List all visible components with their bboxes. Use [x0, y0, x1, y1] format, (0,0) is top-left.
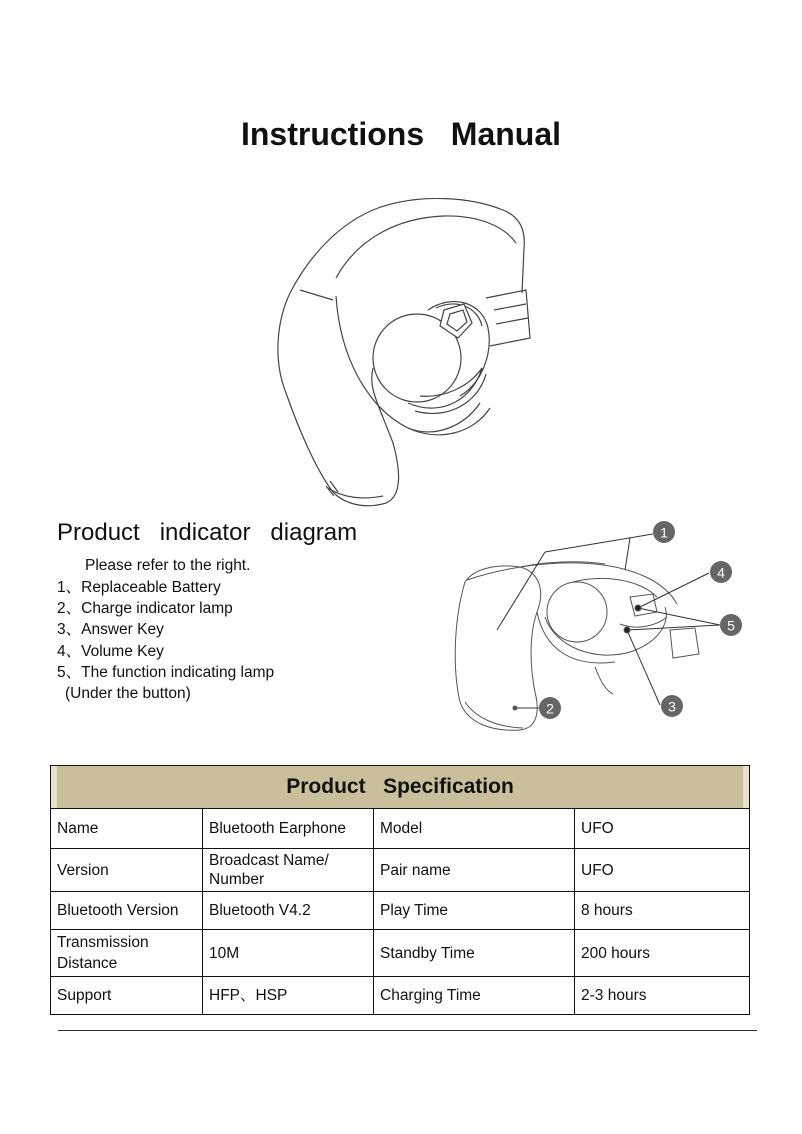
table-row	[51, 809, 750, 849]
svg-text:2: 2	[546, 700, 554, 717]
table-cell: Play Time	[374, 892, 575, 930]
list-item: 2、Charge indicator lamp	[57, 600, 233, 618]
table-cell: 10M	[203, 930, 374, 977]
callout-badge-3	[661, 695, 683, 717]
table-cell: Version	[51, 849, 203, 892]
table-cell: UFO	[575, 809, 750, 849]
svg-text:1: 1	[660, 524, 668, 541]
page-title: Instructions Manual	[240, 116, 562, 152]
callout-badge-1	[653, 521, 675, 543]
table-cell: Bluetooth Version	[51, 892, 203, 930]
list-item: 1、Replaceable Battery	[57, 579, 221, 596]
table-cell: Charging Time	[374, 977, 575, 1015]
table-cell: Transmission Distance	[51, 930, 203, 977]
svg-text:5: 5	[727, 617, 735, 634]
table-cell: Bluetooth Earphone	[203, 809, 374, 849]
table-row	[51, 977, 750, 1015]
footer-divider	[58, 1030, 757, 1031]
table-cell: 200 hours	[575, 930, 750, 977]
indicator-heading: Product indicator diagram	[57, 519, 358, 546]
table-row	[51, 892, 750, 930]
table-cell: HFP、HSP	[203, 977, 374, 1015]
indicator-note: Please refer to the right.	[85, 557, 251, 574]
spec-heading: Product Specification	[51, 766, 750, 809]
earphone-illustration	[268, 198, 538, 510]
table-cell: Broadcast Name/ Number	[203, 849, 374, 892]
table-cell: Model	[374, 809, 575, 849]
svg-text:4: 4	[717, 564, 725, 581]
callout-badge-4	[710, 561, 732, 583]
list-item: 4、Volume Key	[57, 642, 164, 660]
indicator-list	[57, 577, 274, 704]
callout-badge-2	[539, 697, 561, 719]
list-item: (Under the button)	[65, 684, 191, 702]
table-cell: Support	[51, 977, 203, 1015]
table-cell: Bluetooth V4.2	[203, 892, 374, 930]
table-row	[51, 849, 750, 892]
callout-badge-5	[720, 614, 742, 636]
table-cell: Standby Time	[374, 930, 575, 977]
svg-text:3: 3	[668, 698, 676, 715]
table-cell: Pair name	[374, 849, 575, 892]
spec-table	[50, 765, 750, 1015]
list-item: 5、The function indicating lamp	[57, 663, 275, 681]
table-cell: 8 hours	[575, 892, 750, 930]
indicator-diagram	[445, 512, 745, 737]
table-cell: Name	[51, 809, 203, 849]
table-cell: UFO	[575, 849, 750, 892]
list-item: 3、Answer Key	[57, 621, 164, 639]
table-cell: 2-3 hours	[575, 977, 750, 1015]
table-row	[51, 930, 750, 977]
